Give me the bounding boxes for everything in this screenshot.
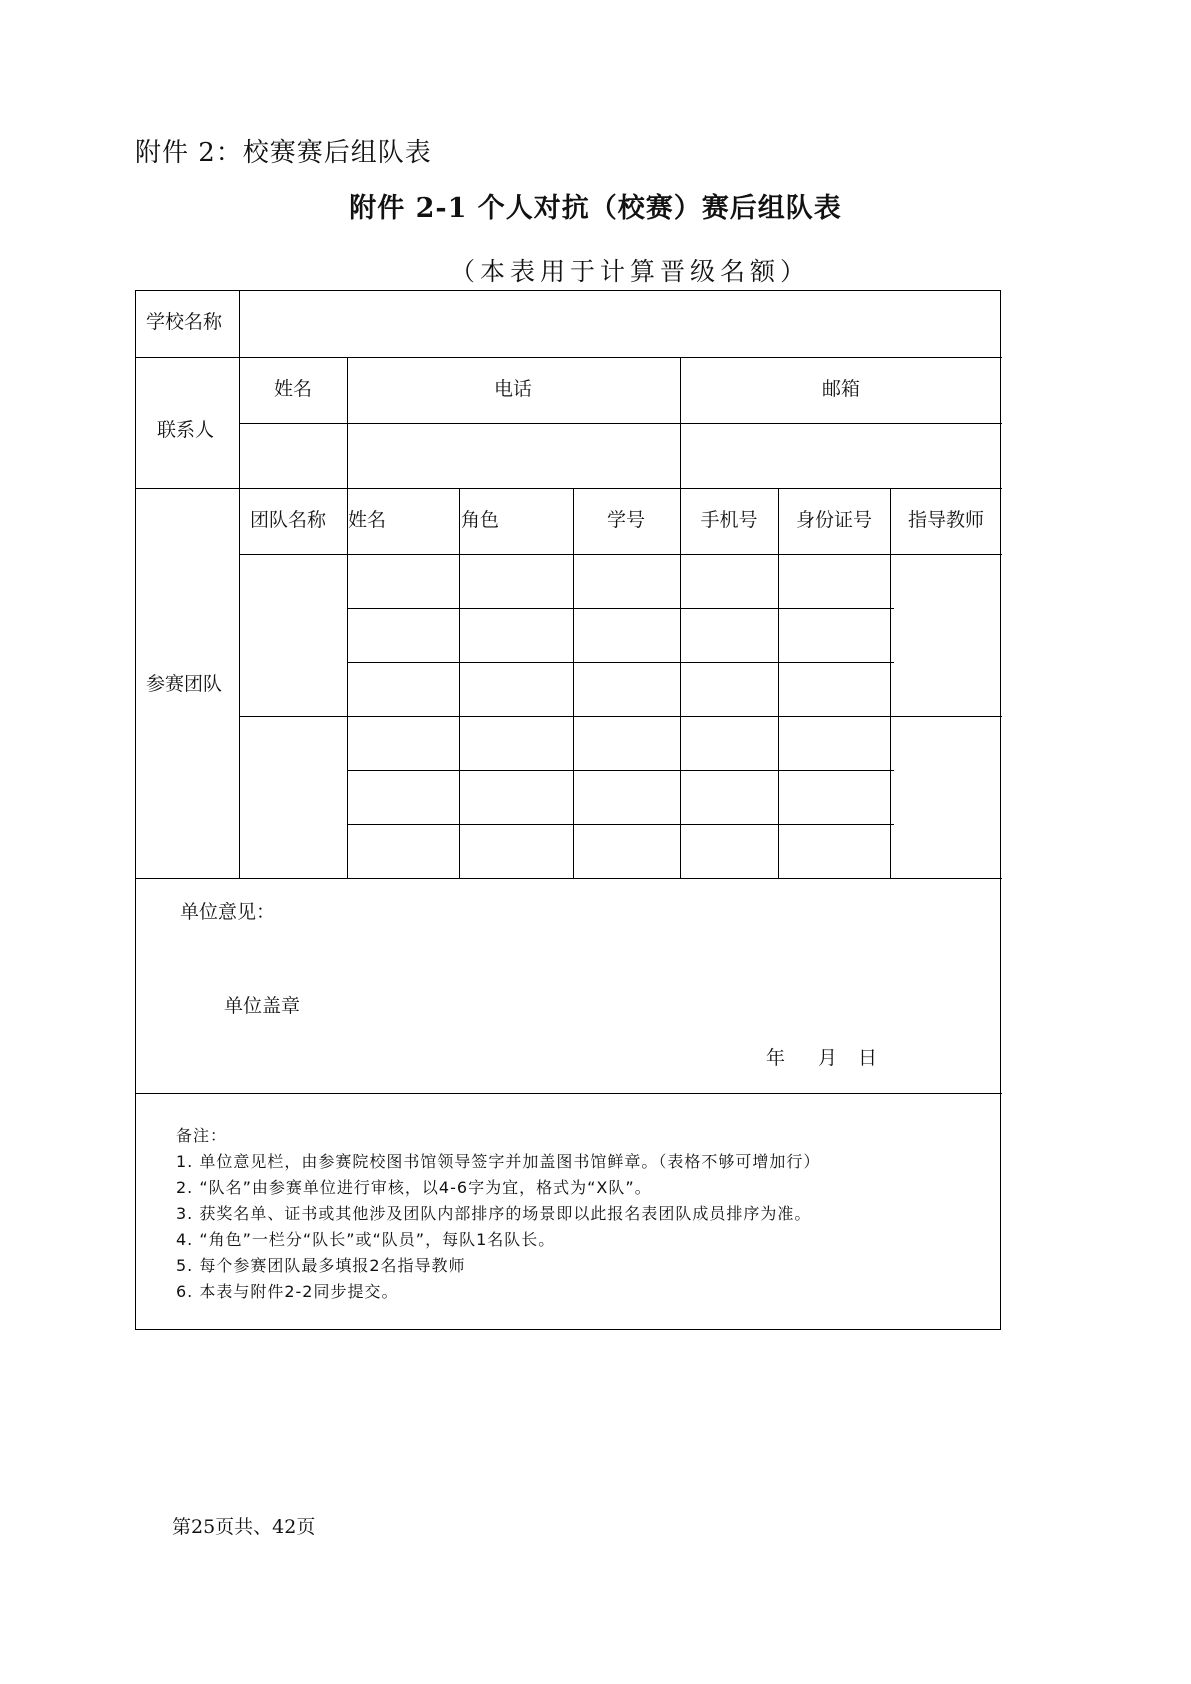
unit-seal-label: 单位盖章 [224,995,301,1017]
member-name-header: 姓名 [348,509,387,531]
id-card-header: 身份证号 [795,509,873,531]
contact-email-header: 邮箱 [821,378,861,400]
row-divider [347,662,894,663]
row-divider [347,608,894,609]
col-divider [890,488,891,878]
school-name-field[interactable] [251,313,991,337]
col-divider [680,357,681,488]
contact-phone-header: 电话 [493,378,533,400]
date-day-label: 日 [858,1047,878,1069]
row-divider [347,824,894,825]
remarks-title: 备注： [176,1126,228,1145]
remark-item: 1. 单位意见栏，由参赛院校图书馆领导签字并加盖图书馆鲜章。（表格不够可增加行） [176,1152,821,1171]
remark-item: 4. “角色”一栏分“队长”或“队员”，每队1名队长。 [176,1230,556,1249]
mobile-header: 手机号 [700,509,758,531]
row-divider [239,554,1002,555]
row-divider [136,488,1002,489]
remark-item: 6. 本表与附件2-2同步提交。 [176,1282,399,1301]
col-divider [680,488,681,878]
remark-item: 3. 获奖名单、证书或其他涉及团队内部排序的场景即以此报名表团队成员排序为准。 [176,1204,812,1223]
team-name-header: 团队名称 [250,509,327,531]
col-divider [459,488,460,878]
date-month-label: 月 [818,1047,838,1069]
attachment-heading: 附件 2：校赛赛后组队表 [135,138,432,168]
student-id-header: 学号 [606,509,646,531]
row-divider [347,770,894,771]
col-divider [573,488,574,878]
col-divider [778,488,779,878]
row-divider [136,357,1002,358]
row-divider [136,1093,1002,1094]
team-label: 参赛团队 [146,673,223,695]
row-divider [239,423,1002,424]
remarks-section [176,1123,820,1305]
contact-label: 联系人 [157,419,215,441]
remark-item: 2. “队名”由参赛单位进行审核，以4-6字为宜，格式为“X队”。 [176,1178,652,1197]
row-divider [136,878,1002,879]
contact-name-header: 姓名 [273,378,313,400]
page-number: 第25页共、42页 [172,1516,316,1538]
date-year-label: 年 [766,1047,786,1069]
col-divider [239,291,240,878]
col-divider [347,357,348,878]
advisor-header: 指导教师 [907,509,985,531]
row-divider [239,716,1002,717]
remark-item: 5. 每个参赛团队最多填报2名指导教师 [176,1256,466,1275]
unit-opinion-label: 单位意见： [180,901,276,923]
school-name-label: 学校名称 [146,311,223,333]
form-subtitle: （本表用于计算晋级名额） [450,257,811,286]
role-header: 角色 [461,509,500,531]
form-title: 附件 2-1 个人对抗（校赛）赛后组队表 [349,193,842,224]
